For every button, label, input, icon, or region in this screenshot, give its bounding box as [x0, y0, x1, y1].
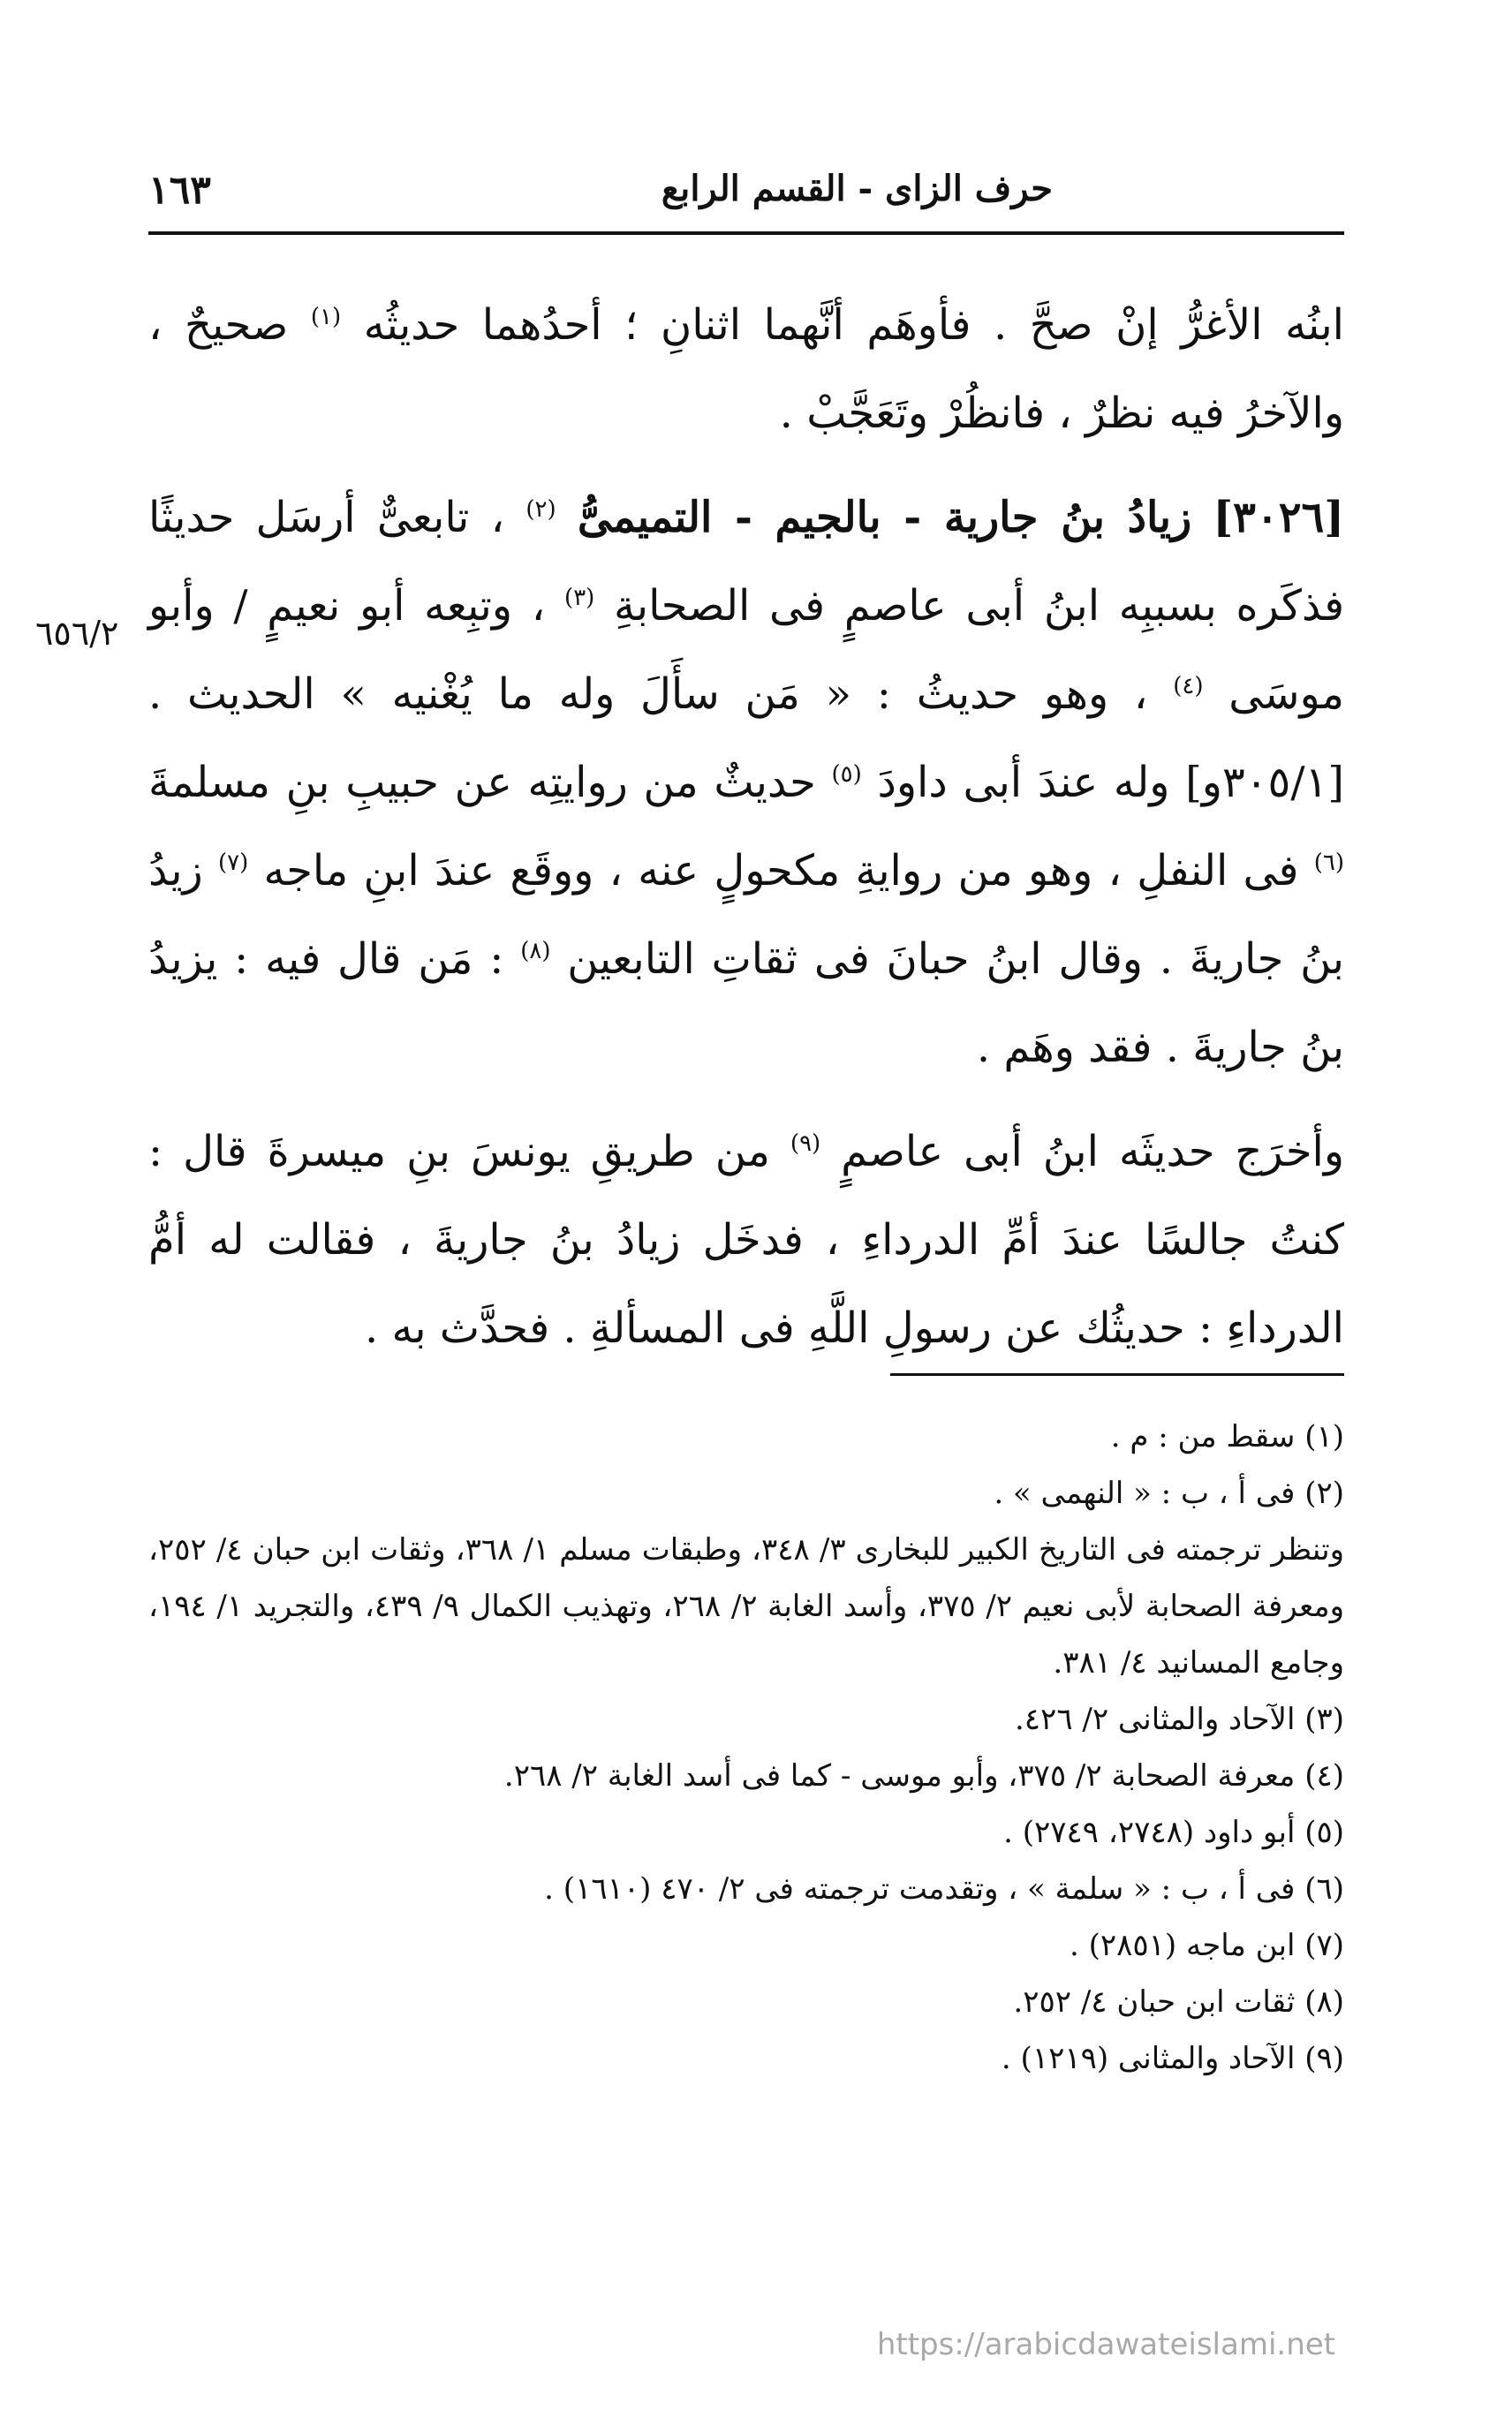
text-run: صحيحٌ ، والآخرُ فيه نظرٌ ، فانظُرْ وتَعَجَّبْ . — [148, 300, 1344, 438]
footnote-separator — [890, 1373, 1344, 1376]
footnote-marker-7: (٧) — [217, 850, 249, 876]
text-run: حديثٌ من روايتِه عن حبيبِ بنِ مسلمةَ — [148, 758, 816, 807]
text-run: فى النفلِ ، وهو من روايةِ مكحولٍ عنه ، ووقَع عندَ ابنِ ماجه — [263, 846, 1299, 895]
footnote-5: (٥) أبو داود (٢٧٤٨، ٢٧٤٩) . — [1003, 1815, 1344, 1850]
paragraph-1 — [148, 281, 1344, 457]
footnote-marker-6: (٦) — [1313, 850, 1344, 876]
text-run: ابنُه الأغرُّ إنْ صحَّ . فأوهَم أنَّهما اثنانِ ؛ أحدُهما حديثُه — [363, 300, 1345, 350]
source-watermark: https://arabicdawateislami.net — [876, 2327, 1335, 2362]
text-run: : مَن قال فيه : يزيدُ بنُ جاريةَ . فقد وهَم . — [148, 934, 1344, 1072]
margin-reference: ٦٥٦/٢ — [35, 614, 119, 653]
footnote-marker-5: (٥) — [831, 761, 862, 788]
entry-heading: زيادُ بنُ جارية - بالجيم - التميمىُّ — [577, 493, 1192, 542]
page-header — [148, 168, 1344, 230]
footnote-marker-2: (٢) — [525, 496, 556, 523]
entry-paragraph — [148, 473, 1344, 1092]
paragraph-3 — [148, 1107, 1344, 1372]
text-run: من طريقِ يونسَ بنِ ميسرةَ قال : كنتُ جالسًا عندَ أمِّ الدرداءِ ، فدخَل زيادُ بنُ جاريةَ ، فقالت له أمُّ الدرداءِ : حديثُك عن رسولِ اللَّهِ فى المسألةِ . فحدَّث به . — [148, 1127, 1344, 1353]
footnote-9: (٩) الآحاد والمثانى (١٢١٩) . — [1001, 2041, 1344, 2076]
footnote-2-continuation: وتنظر ترجمته فى التاريخ الكبير للبخارى ٣/ ٣٤٨، وطبقات مسلم ١/ ٣٦٨، وثقات ابن حبان ٤/ ٢٥٢، ومعرفة الصحابة لأبى نعيم ٢/ ٣٧٥، وأسد الغابة ٢/ ٢٦٨، وتهذيب الكمال ٩/ ٤٣٩، والتجريد ١/ ١٩٤، وجامع المسانيد ٤/ ٣٨١. — [148, 1532, 1345, 1681]
footnote-2: (٢) فى أ ، ب : « النهمى » . — [994, 1476, 1344, 1511]
text-run: وأخرَج حديثَه ابنُ أبى عاصمٍ — [841, 1127, 1345, 1176]
footnote-7: (٧) ابن ماجه (٢٨٥١) . — [1069, 1928, 1344, 1963]
footnote-marker-1: (١) — [310, 304, 342, 330]
header-rule — [148, 231, 1344, 235]
footnote-3: (٣) الآحاد والمثانى ٢/ ٤٢٦. — [1014, 1702, 1344, 1737]
entry-number: [٣٠٢٦] — [1213, 493, 1345, 542]
running-title: حرف الزاى - القسم الرابع — [661, 168, 1053, 209]
footnote-6: (٦) فى أ ، ب : « سلمة » ، وتقدمت ترجمته فى ٢/ ٤٧٠ (١٦١٠) . — [544, 1871, 1344, 1907]
footnote-1: (١) سقط من : م . — [1110, 1419, 1344, 1454]
text-run: ، وتبِعه أبو نعيمٍ / وأبو موسَى — [148, 581, 1345, 719]
main-text — [148, 281, 1344, 1372]
footnote-8: (٨) ثقات ابن حبان ٤/ ٢٥٢. — [1013, 1984, 1344, 2020]
page-number: ١٦٣ — [148, 168, 211, 213]
footnote-marker-4: (٤) — [1173, 673, 1204, 699]
footnote-marker-9: (٩) — [790, 1130, 821, 1157]
text-run: ، تابعىٌّ أرسَل حديثًا فذكَره بسببِه ابنُ أبى عاصمٍ فى الصحابةِ — [148, 493, 1345, 631]
footnote-marker-3: (٣) — [564, 585, 595, 611]
footnote-4: (٤) معرفة الصحابة ٢/ ٣٧٥، وأبو موسى - كما فى أسد الغابة ٢/ ٢٦٨. — [503, 1758, 1344, 1794]
footnotes — [148, 1409, 1344, 2087]
text-run: ، وهو حديثُ : « مَن سأَلَ وله ما يُغْنيه » الحديث . [٣٠٥/١و] وله عندَ أبى داودَ — [148, 669, 1345, 807]
text-run: زيدُ بنُ جاريةَ . وقال ابنُ حبانَ فى ثقاتِ التابعين — [148, 846, 1344, 984]
footnote-marker-8: (٨) — [520, 938, 551, 964]
